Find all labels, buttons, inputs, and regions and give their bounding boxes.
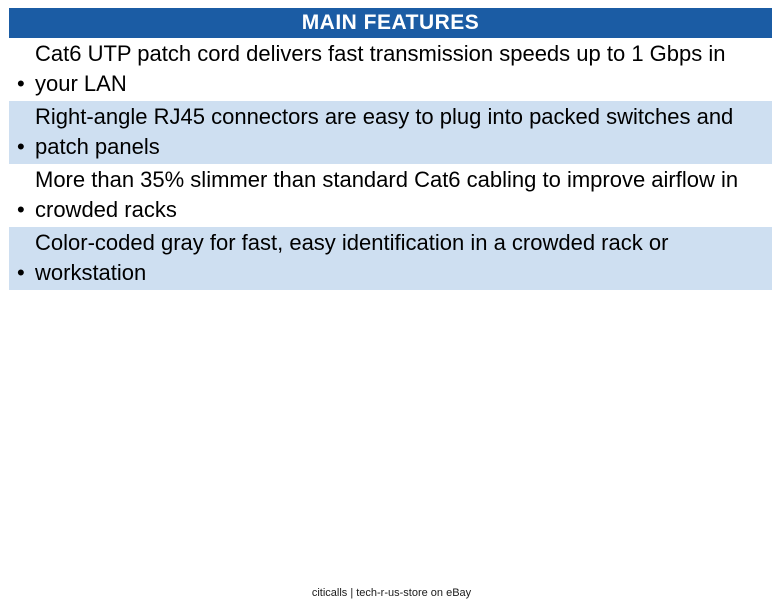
feature-text: Right-angle RJ45 connectors are easy to plug into packed switches and patch panels [35, 104, 734, 159]
list-item [9, 227, 772, 290]
list-item [9, 38, 772, 101]
bullet-icon: • [17, 197, 25, 222]
list-item [9, 101, 772, 164]
feature-text: Cat6 UTP patch cord delivers fast transmission speeds up to 1 Gbps in your LAN [35, 41, 726, 96]
footer-credit-text: citicalls | tech-r-us-store on eBay [311, 587, 472, 599]
section-header-bar [9, 8, 772, 38]
feature-text: More than 35% slimmer than standard Cat6 cabling to improve airflow in crowded racks [35, 167, 739, 222]
feature-list [9, 38, 772, 290]
feature-text: Color-coded gray for fast, easy identification in a crowded rack or workstation [35, 230, 669, 285]
bullet-icon: • [17, 134, 25, 159]
footer [0, 583, 783, 601]
features-panel [9, 8, 772, 290]
bullet-icon: • [17, 71, 25, 96]
bullet-icon: • [17, 260, 25, 285]
section-title: MAIN FEATURES [301, 11, 480, 34]
list-item [9, 164, 772, 227]
